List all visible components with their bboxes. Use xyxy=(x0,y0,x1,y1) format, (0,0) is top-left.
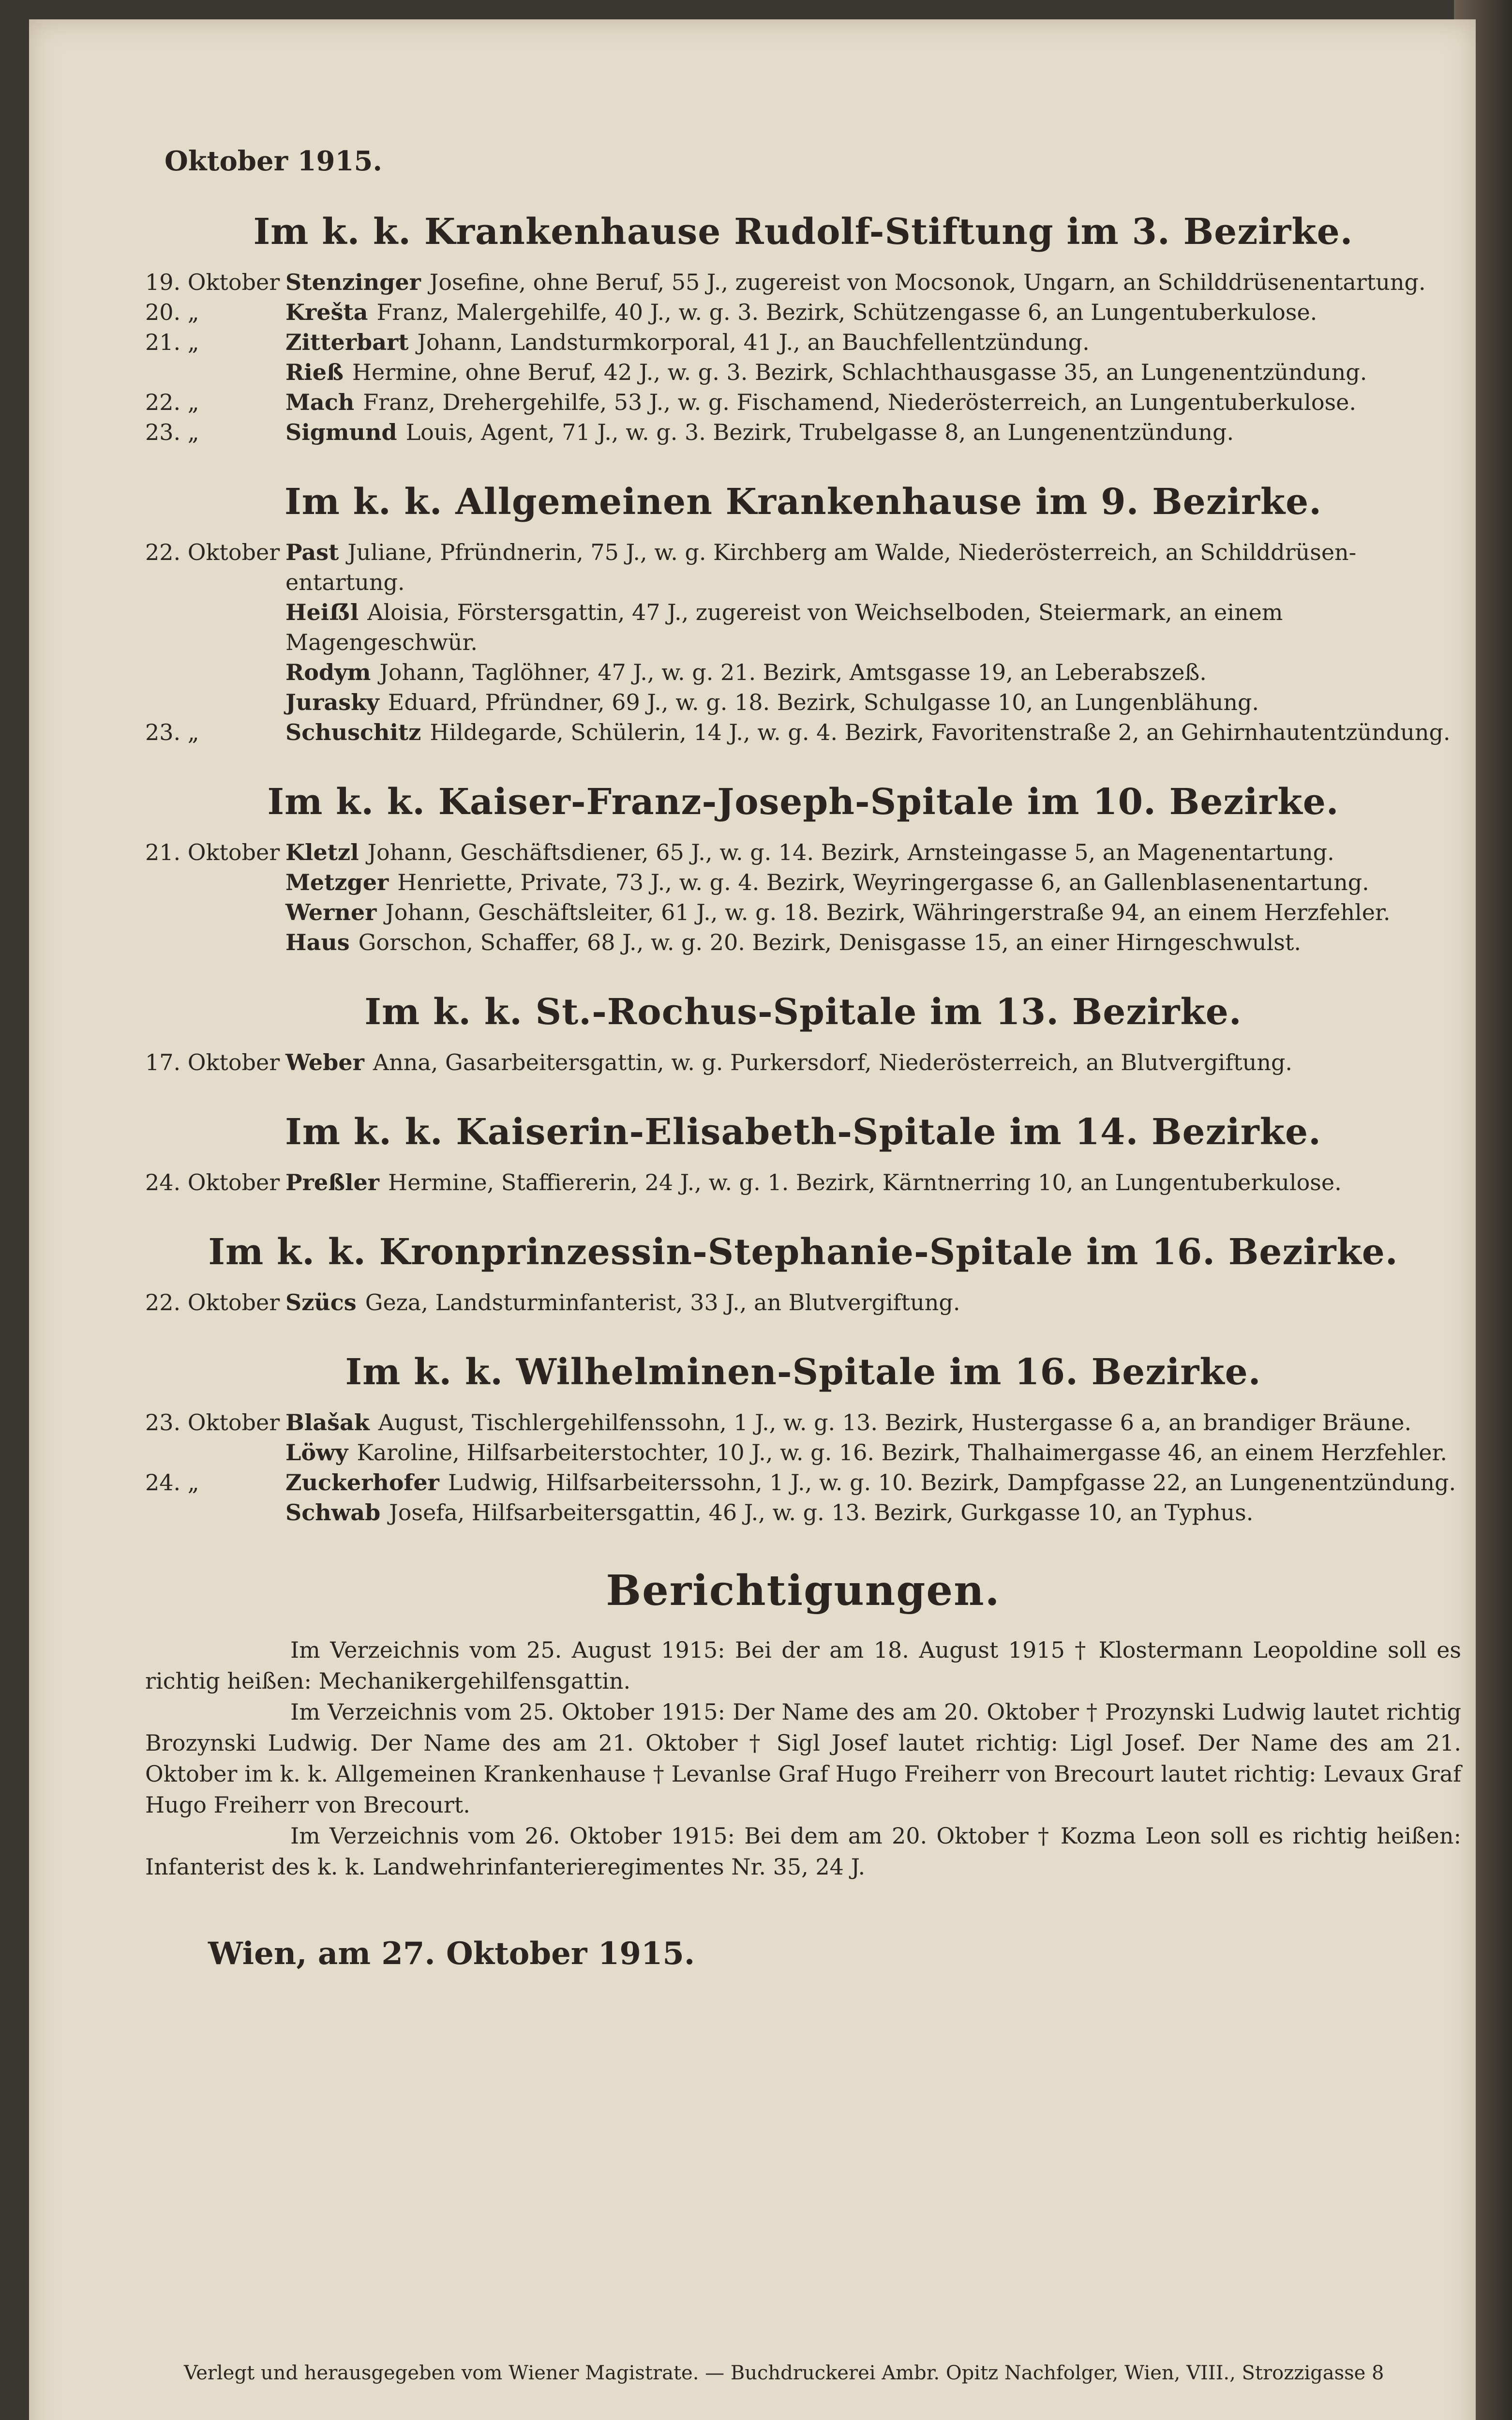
death-entry xyxy=(145,897,1461,927)
death-entry xyxy=(145,1437,1461,1467)
death-entry xyxy=(145,927,1461,957)
publisher-footer: Verlegt und herausgegeben vom Wiener Magistrate. — Buchdruckerei Ambr. Opitz Nachfolger, Wien, VIII., Strozzigasse 8 xyxy=(184,2362,1384,2384)
entry-date xyxy=(145,657,285,687)
signature-line: Wien, am 27. Oktober 1915. xyxy=(208,1936,695,1972)
berichtigungen-title: Berichtigungen. xyxy=(606,1566,1001,1615)
entry-date: 20. „ xyxy=(145,299,199,325)
entry-details: Johann, Landsturmkorporal, 41 J., an Bauchfellentzündung. xyxy=(417,329,1090,355)
entry-date xyxy=(145,597,285,657)
entry-details: Anna, Gasarbeitersgattin, w. g. Purkersdorf, Niederösterreich, an Blutvergiftung. xyxy=(373,1049,1293,1075)
hospital-sections xyxy=(145,211,1461,1528)
death-entry xyxy=(145,1167,1461,1197)
entry-details: Franz, Malergehilfe, 40 J., w. g. 3. Bezirk, Schützengasse 6, an Lungentuberkulose. xyxy=(376,299,1317,325)
section-title: Im k. k. St.-Rochus-Spitale im 13. Bezirke. xyxy=(364,991,1242,1033)
entry-body xyxy=(285,327,1461,357)
entry-body xyxy=(285,357,1461,387)
entry-body xyxy=(285,717,1461,747)
entry-date xyxy=(145,357,285,387)
entry-details: Geza, Landsturminfanterist, 33 J., an Blutvergiftung. xyxy=(365,1289,960,1316)
entry-body xyxy=(285,597,1461,657)
entry-date: 24. Oktober xyxy=(145,1169,280,1195)
entry-details: Hermine, ohne Beruf, 42 J., w. g. 3. Bezirk, Schlachthausgasse 35, an Lungenentzündung. xyxy=(352,359,1367,385)
section-title: Im k. k. Allgemeinen Krankenhause im 9. Bezirke. xyxy=(284,481,1322,523)
death-entry xyxy=(145,597,1461,657)
entry-date: 24. „ xyxy=(145,1469,199,1496)
death-entry xyxy=(145,297,1461,327)
entry-surname: Rodym xyxy=(285,659,371,685)
entry-surname: Löwy xyxy=(285,1439,348,1466)
entry-details: Johann, Geschäftsleiter, 61 J., w. g. 18. Bezirk, Währingerstraße 94, an einem Herzfehler. xyxy=(385,899,1391,925)
entry-details: Eduard, Pfründner, 69 J., w. g. 18. Bezirk, Schulgasse 10, an Lungenblähung. xyxy=(388,689,1259,715)
entry-surname: Mach xyxy=(285,389,355,415)
entry-details: Johann, Geschäftsdiener, 65 J., w. g. 14. Bezirk, Arnsteingasse 5, an Magenentartung. xyxy=(367,839,1334,865)
entry-details: Johann, Taglöhner, 47 J., w. g. 21. Bezirk, Amtsgasse 19, an Leberabszeß. xyxy=(379,659,1207,685)
entry-date: 19. Oktober xyxy=(145,269,280,295)
entry-date xyxy=(145,867,285,897)
entry-date: 21. „ xyxy=(145,329,199,355)
entry-details: Juliane, Pfründnerin, 75 J., w. g. Kirchberg am Walde, Niederösterreich, an Schilddrüsen-entartung. xyxy=(285,539,1357,595)
section-title: Im k. k. Kaiserin-Elisabeth-Spitale im 14. Bezirke. xyxy=(285,1111,1321,1153)
entry-surname: Werner xyxy=(285,899,377,925)
correction-paragraph: Im Verzeichnis vom 25. August 1915: Bei der am 18. August 1915 † Klostermann Leopoldine soll es richtig heißen: Mechanikergehilfensgattin. xyxy=(145,1637,1461,1694)
entry-date: 22. „ xyxy=(145,389,199,415)
death-entry xyxy=(145,867,1461,897)
entry-body xyxy=(285,1287,1461,1317)
entry-surname: Schwab xyxy=(285,1499,381,1526)
section-title: Im k. k. Kronprinzessin-Stephanie-Spitale im 16. Bezirke. xyxy=(208,1231,1398,1273)
entry-surname: Schuschitz xyxy=(285,719,421,745)
entry-details: Hermine, Staffiererin, 24 J., w. g. 1. Bezirk, Kärntnerring 10, an Lungentuberkulose. xyxy=(388,1169,1342,1195)
entry-surname: Szücs xyxy=(285,1289,357,1316)
entry-body xyxy=(285,387,1461,417)
entry-surname: Zitterbart xyxy=(285,329,409,355)
section-title: Im k. k. Krankenhause Rudolf-Stiftung im 3. Bezirke. xyxy=(253,211,1353,253)
entry-surname: Preßler xyxy=(285,1169,380,1195)
death-entry xyxy=(145,357,1461,387)
entry-date xyxy=(145,1497,285,1528)
entry-details: Josefa, Hilfsarbeitersgattin, 46 J., w. g. 13. Bezirk, Gurkgasse 10, an Typhus. xyxy=(389,1499,1254,1526)
entry-surname: Haus xyxy=(285,929,350,955)
entry-surname: Blašak xyxy=(285,1409,370,1436)
month-heading: Oktober 1915. xyxy=(165,145,382,177)
death-entry xyxy=(145,1467,1461,1497)
entry-details: Louis, Agent, 71 J., w. g. 3. Bezirk, Trubelgasse 8, an Lungenentzündung. xyxy=(405,419,1234,445)
entry-details: Josefine, ohne Beruf, 55 J., zugereist von Mocsonok, Ungarn, an Schilddrüsenentartung. xyxy=(429,269,1426,295)
entry-details: Ludwig, Hilfsarbeiterssohn, 1 J., w. g. 10. Bezirk, Dampfgasse 22, an Lungenentzündung. xyxy=(448,1469,1456,1496)
entry-date xyxy=(145,897,285,927)
entry-surname: Sigmund xyxy=(285,419,397,445)
entry-surname: Weber xyxy=(285,1049,364,1075)
entry-date: 23. „ xyxy=(145,419,199,445)
death-entry xyxy=(145,537,1461,597)
entry-surname: Zuckerhofer xyxy=(285,1469,439,1496)
correction-paragraph: Im Verzeichnis vom 25. Oktober 1915: Der Name des am 20. Oktober † Prozynski Ludwig lautet richtig Brozynski Ludwig. Der Name des am 21. Oktober † Sigl Josef lautet richtig: Ligl Josef. Der Name des am 21. Oktober im k. k. Allgemeinen Krankenhause † Levanlse Graf Hugo Freiherr von Brecourt lautet richtig: Levaux Graf Hugo Freiherr von Brecourt. xyxy=(145,1699,1461,1818)
entry-surname: Heiẞl xyxy=(285,599,359,625)
entry-details: August, Tischlergehilfenssohn, 1 J., w. g. 13. Bezirk, Hustergasse 6 a, an brandiger Bräune. xyxy=(378,1409,1412,1436)
entry-date xyxy=(145,1437,285,1467)
entry-date: 17. Oktober xyxy=(145,1049,280,1075)
entry-date: 22. Oktober xyxy=(145,539,280,565)
death-entry xyxy=(145,717,1461,747)
death-entry xyxy=(145,267,1461,297)
entry-details: Aloisia, Förstersgattin, 47 J., zugereist von Weichselboden, Steiermark, an einem Magengeschwür. xyxy=(285,599,1283,655)
death-entry xyxy=(145,387,1461,417)
entry-date: 22. Oktober xyxy=(145,1289,280,1316)
entry-body xyxy=(285,297,1461,327)
entry-surname: Rieß xyxy=(285,359,344,385)
entry-body xyxy=(285,1407,1461,1437)
entry-body xyxy=(285,657,1461,687)
entry-body xyxy=(285,837,1461,867)
death-entry xyxy=(145,687,1461,717)
entry-body xyxy=(285,1047,1461,1077)
section-title: Im k. k. Wilhelminen-Spitale im 16. Bezirke. xyxy=(345,1351,1261,1393)
death-entry xyxy=(145,1047,1461,1077)
entry-body xyxy=(285,267,1461,297)
entry-body xyxy=(285,417,1461,447)
entry-date: 23. „ xyxy=(145,719,199,745)
entry-date: 21. Oktober xyxy=(145,839,280,865)
entry-surname: Past xyxy=(285,539,339,565)
entry-details: Hildegarde, Schülerin, 14 J., w. g. 4. Bezirk, Favoritenstraße 2, an Gehirnhautentzündung. xyxy=(430,719,1451,745)
entry-body xyxy=(285,1437,1461,1467)
entry-details: Henriette, Private, 73 J., w. g. 4. Bezirk, Weyringergasse 6, an Gallenblasenentartung. xyxy=(397,869,1369,895)
death-entry xyxy=(145,1497,1461,1528)
entry-body xyxy=(285,1497,1461,1528)
entry-body xyxy=(285,1467,1461,1497)
entry-date xyxy=(145,687,285,717)
entry-details: Karoline, Hilfsarbeiterstochter, 10 J., w. g. 16. Bezirk, Thalhaimergasse 46, an einem Herzfehler. xyxy=(357,1439,1448,1466)
entry-surname: Krešta xyxy=(285,299,368,325)
entry-body xyxy=(285,687,1461,717)
death-entry xyxy=(145,327,1461,357)
entry-details: Franz, Drehergehilfe, 53 J., w. g. Fischamend, Niederösterreich, an Lungentuberkulose. xyxy=(363,389,1357,415)
entry-surname: Jurasky xyxy=(285,689,379,715)
entry-body xyxy=(285,867,1461,897)
entry-body xyxy=(285,537,1461,597)
page-content xyxy=(145,145,1461,1972)
entry-body xyxy=(285,897,1461,927)
death-entry xyxy=(145,657,1461,687)
death-entry xyxy=(145,417,1461,447)
entry-surname: Kletzl xyxy=(285,839,359,865)
entry-body xyxy=(285,1167,1461,1197)
entry-surname: Stenzinger xyxy=(285,269,421,295)
correction-paragraph: Im Verzeichnis vom 26. Oktober 1915: Bei dem am 20. Oktober † Kozma Leon soll es richtig heißen: Infanterist des k. k. Landwehrinfanterieregimentes Nr. 35, 24 J. xyxy=(145,1823,1461,1880)
section-title: Im k. k. Kaiser-Franz-Joseph-Spitale im 10. Bezirke. xyxy=(267,781,1339,823)
entry-body xyxy=(285,927,1461,957)
entry-date: 23. Oktober xyxy=(145,1409,280,1436)
entry-date xyxy=(145,927,285,957)
death-entry xyxy=(145,837,1461,867)
death-entry xyxy=(145,1287,1461,1317)
entry-details: Gorschon, Schaffer, 68 J., w. g. 20. Bezirk, Denisgasse 15, an einer Hirngeschwulst. xyxy=(358,929,1301,955)
death-entry xyxy=(145,1407,1461,1437)
entry-surname: Metzger xyxy=(285,869,389,895)
